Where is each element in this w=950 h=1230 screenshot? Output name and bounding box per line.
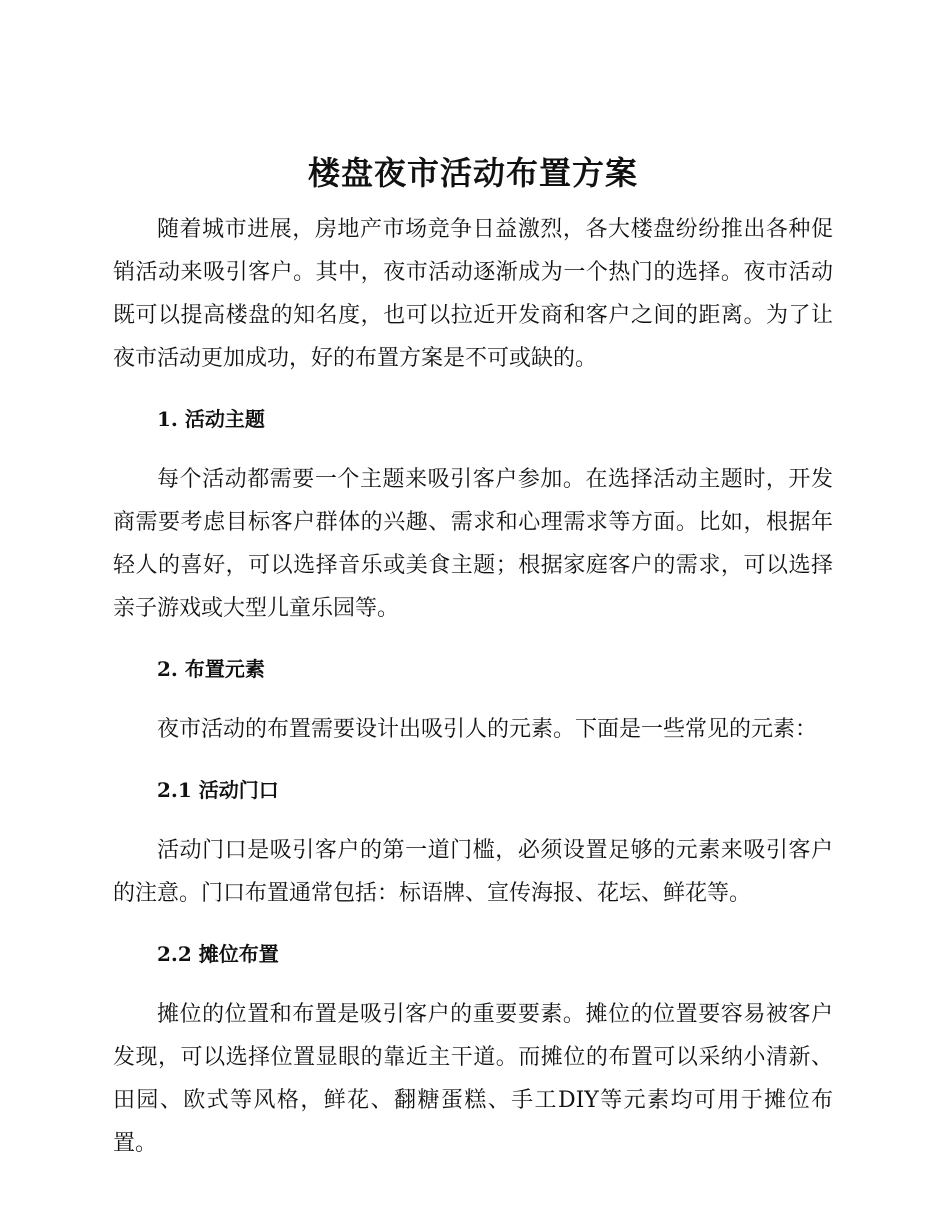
document-body (113, 150, 833, 1189)
section-heading-entrance: 2.1 活动门口 (157, 778, 279, 802)
section-paragraph-entrance: 活动门口是吸引客户的第一道门槛，必须设置足够的元素来吸引客户的注意。门口布置通常包括：标语牌、宣传海报、花坛、鲜花等。 (113, 838, 833, 906)
section-paragraph-layout-elements: 夜市活动的布置需要设计出吸引人的元素。下面是一些常见的元素： (157, 717, 818, 742)
intro-paragraph: 随着城市进展，房地产市场竞争日益激烈，各大楼盘纷纷推出各种促销活动来吸引客户。其中，夜市活动逐渐成为一个热门的选择。夜市活动既可以提高楼盘的知名度，也可以拉近开发商和客户之间的距离。为了让夜市活动更加成功，好的布置方案是不可或缺的。 (113, 217, 833, 371)
section-heading-activity-theme: 1. 活动主题 (157, 407, 265, 431)
section-heading-stall-layout: 2.2 摊位布置 (157, 942, 279, 966)
section-paragraph-stall-layout: 摊位的位置和布置是吸引客户的重要要素。摊位的位置要容易被客户发现，可以选择位置显眼的靠近主干道。而摊位的布置可以采纳小清新、田园、欧式等风格，鲜花、翻糖蛋糕、手工DIY等元素均可用于摊位布置。 (113, 1002, 833, 1156)
section-heading-layout-elements: 2. 布置元素 (157, 657, 265, 681)
section-paragraph-activity-theme: 每个活动都需要一个主题来吸引客户参加。在选择活动主题时，开发商需要考虑目标客户群体的兴趣、需求和心理需求等方面。比如，根据年轻人的喜好，可以选择音乐或美食主题；根据家庭客户的需求，可以选择亲子游戏或大型儿童乐园等。 (113, 467, 833, 621)
document-title: 楼盘夜市活动布置方案 (307, 154, 638, 192)
